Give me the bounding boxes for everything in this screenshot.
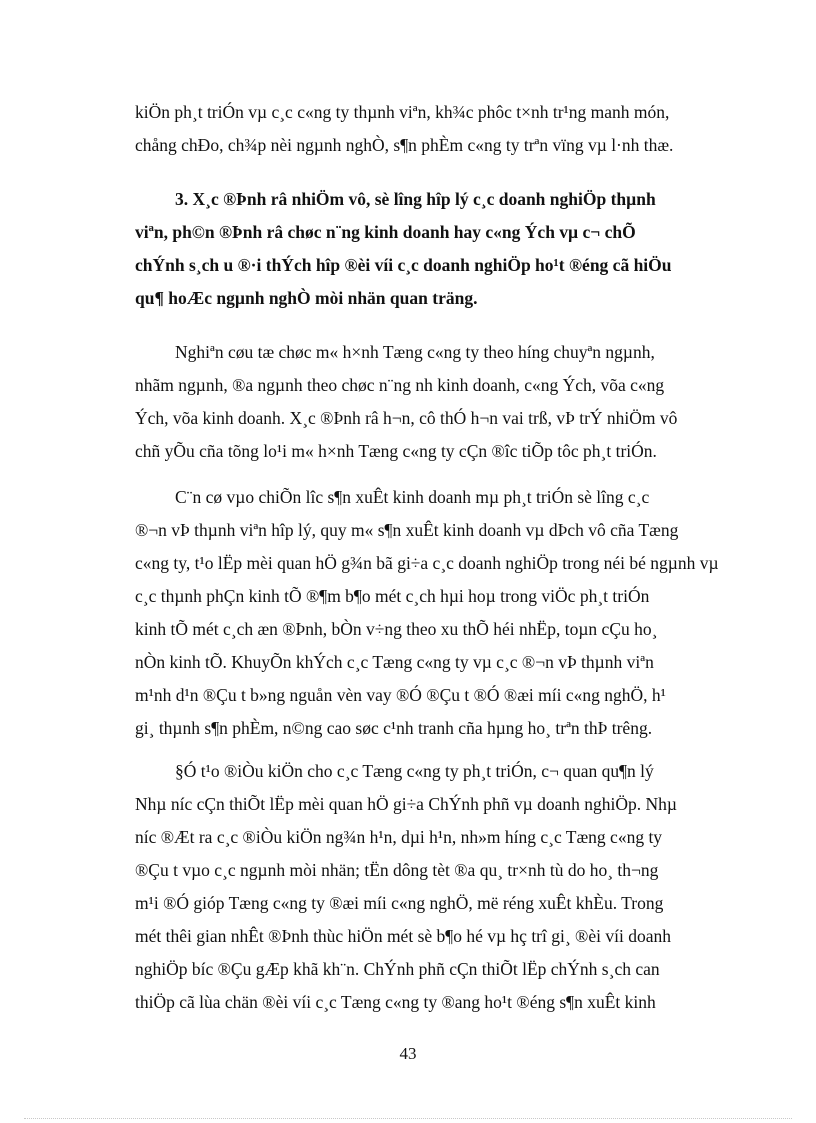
heading-line: viªn, ph©n ®Þnh râ chøc n¨ng kinh doanh hay c«ng Ých vµ c¬ chÕ: [135, 222, 636, 242]
text-line: nghiÖp bíc ®Çu gÆp khã kh¨n. ChÝnh phñ cÇn thiÕt lËp chÝnh s¸ch can: [135, 959, 660, 979]
paragraph-1: [135, 96, 740, 162]
text-line: Nghiªn cøu tæ chøc m« h×nh Tæng c«ng ty theo híng chuyªn ngµnh,: [175, 342, 655, 362]
text-line: kiÖn ph¸t triÓn vµ c¸c c«ng ty thµnh viªn, kh¾c phôc t×nh tr¹ng manh món,: [135, 102, 670, 122]
page-number: 43: [399, 1044, 417, 1063]
text-line: ®Çu t vµo c¸c ngµnh mòi nhän; tËn dông tèt ®a qu¸ tr×nh tù do ho¸ th¬ng: [135, 860, 659, 880]
page-bottom-divider: [24, 1118, 792, 1119]
text-line: m¹i ®Ó gióp Tæng c«ng ty ®æi míi c«ng nghÖ, më réng xuÊt khÈu. Trong: [135, 893, 664, 913]
text-line: C¨n cø vµo chiÕn lîc s¶n xuÊt kinh doanh mµ ph¸t triÓn sè lîng c¸c: [175, 487, 650, 507]
text-line: chång chÐo, ch¾p nèi ngµnh nghÒ, s¶n phÈm c«ng ty trªn vïng vµ l·nh thæ.: [135, 135, 674, 155]
heading-line: chÝnh s¸ch u ®·i thÝch hîp ®èi víi c¸c doanh nghiÖp ho¹t ®éng cã hiÖu: [135, 255, 672, 275]
paragraph-3: [135, 481, 740, 745]
text-line: kinh tÕ mét c¸ch æn ®Þnh, bÒn v÷ng theo xu thÕ héi nhËp, toµn cÇu ho¸: [135, 619, 658, 639]
text-line: §Ó t¹o ®iÒu kiÖn cho c¸c Tæng c«ng ty ph¸t triÓn, c¬ quan qu¶n lý: [175, 761, 654, 781]
text-line: c«ng ty, t¹o lËp mèi quan hÖ g¾n bã gi÷a c¸c doanh nghiÖp trong néi bé ngµnh vµ: [135, 553, 719, 573]
text-line: níc ®Æt ra c¸c ®iÒu kiÖn ng¾n h¹n, dµi h¹n, nh»m híng c¸c Tæng c«ng ty: [135, 827, 663, 847]
section-heading-3: [135, 183, 740, 315]
paragraph-2: [135, 336, 740, 468]
text-line: nÒn kinh tÕ. KhuyÕn khÝch c¸c Tæng c«ng ty vµ c¸c ®¬n vÞ thµnh viªn: [135, 652, 654, 672]
text-line: m¹nh d¹n ®Çu t b»ng nguån vèn vay ®Ó ®Çu t ®Ó ®æi míi c«ng nghÖ, h¹: [135, 685, 666, 705]
text-line: ®¬n vÞ thµnh viªn hîp lý, quy m« s¶n xuÊt kinh doanh vµ dÞch vô cña Tæng: [135, 520, 679, 540]
text-line: gi¸ thµnh s¶n phÈm, n©ng cao søc c¹nh tranh cña hµng ho¸ trªn thÞ trêng.: [135, 718, 653, 738]
text-line: Nhµ níc cÇn thiÕt lËp mèi quan hÖ gi÷a ChÝnh phñ vµ doanh nghiÖp. Nhµ: [135, 794, 677, 814]
text-line: Ých, võa kinh doanh. X¸c ®Þnh râ h¬n, cô thÓ h¬n vai trß, vÞ trÝ nhiÖm vô: [135, 408, 678, 428]
text-line: thiÖp cã lùa chän ®èi víi c¸c Tæng c«ng ty ®ang ho¹t ®éng s¶n xuÊt kinh: [135, 992, 656, 1012]
text-line: nhãm ngµnh, ®a ngµnh theo chøc n¨ng nh kinh doanh, c«ng Ých, võa c«ng: [135, 375, 665, 395]
heading-line: qu¶ hoÆc ngµnh nghÒ mòi nhän quan träng.: [135, 288, 478, 308]
text-line: chñ yÕu cña tõng lo¹i m« h×nh Tæng c«ng ty cÇn ®îc tiÕp tôc ph¸t triÓn.: [135, 441, 657, 461]
text-line: mét thêi gian nhÊt ®Þnh thùc hiÖn mét sè b¶o hé vµ hç trî gi¸ ®èi víi doanh: [135, 926, 671, 946]
paragraph-4: [135, 755, 740, 1019]
heading-line: 3. X¸c ®Þnh râ nhiÖm vô, sè lîng hîp lý c¸c doanh nghiÖp thµnh: [175, 189, 656, 209]
text-line: c¸c thµnh phÇn kinh tÕ ®¶m b¶o mét c¸ch hµi hoµ trong viÖc ph¸t triÓn: [135, 586, 650, 606]
